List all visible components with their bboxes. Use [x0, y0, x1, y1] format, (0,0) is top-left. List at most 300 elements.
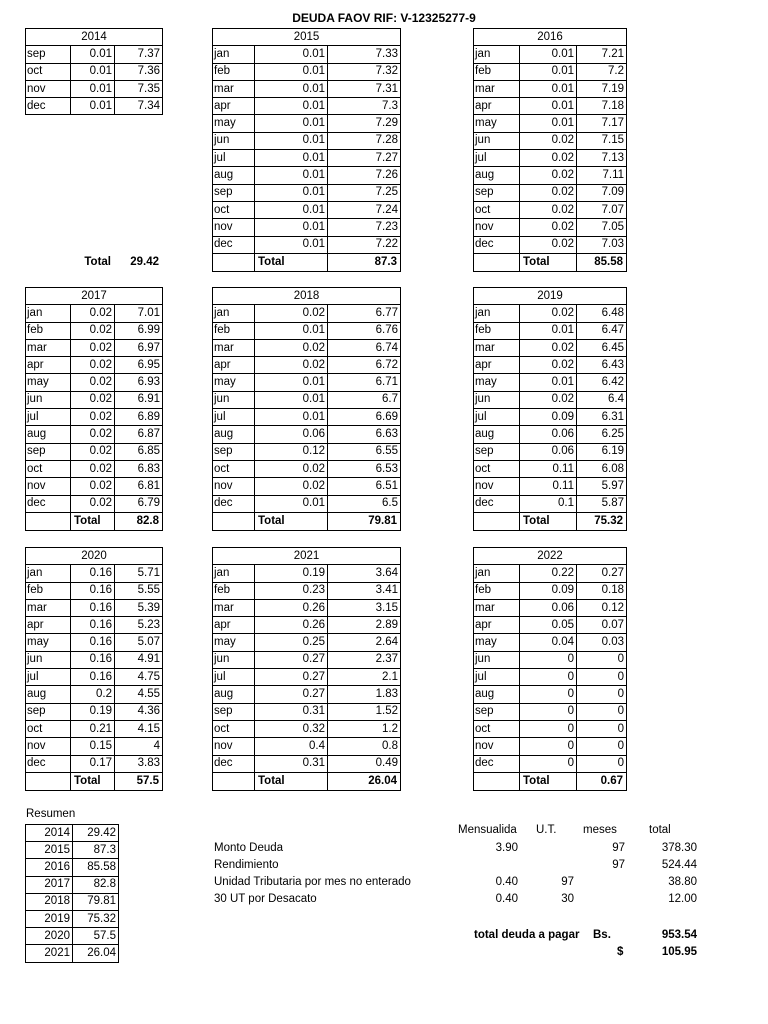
month-cell: nov: [474, 478, 520, 495]
monthly-amount-cell: 0.02: [71, 409, 115, 426]
balance-cell: 7.23: [328, 219, 401, 236]
balance-cell: 6.91: [115, 391, 163, 408]
monthly-amount-cell: 0.1: [520, 495, 577, 512]
balance-cell: 0.27: [577, 565, 627, 582]
month-cell: feb: [474, 63, 520, 80]
table-row: [213, 651, 401, 668]
monthly-amount-cell: 0.16: [71, 651, 115, 668]
balance-cell: 7.01: [115, 305, 163, 322]
balance-cell: 7.11: [577, 167, 627, 184]
month-cell: may: [26, 634, 71, 651]
table-row: [213, 460, 401, 477]
total-row: [473, 254, 627, 272]
resumen-year: 2021: [26, 945, 73, 962]
month-cell: may: [474, 374, 520, 391]
table-row: [26, 426, 163, 443]
table-row: [474, 634, 627, 651]
total-value: 87.3: [328, 254, 401, 272]
month-cell: feb: [213, 322, 255, 339]
month-cell: mar: [213, 599, 255, 616]
balance-cell: 3.64: [328, 565, 401, 582]
total-usd-value: 105.95: [661, 946, 697, 958]
year-header: 2018: [213, 288, 401, 305]
calc-row-mensualidad: 0.40: [495, 893, 518, 905]
monthly-amount-cell: 0.06: [520, 443, 577, 460]
year-table-2019: [473, 287, 627, 527]
balance-cell: 0: [577, 651, 627, 668]
balance-cell: 6.76: [328, 322, 401, 339]
total-row: [473, 773, 627, 791]
table-row: [213, 150, 401, 167]
balance-cell: 6.89: [115, 409, 163, 426]
month-cell: may: [26, 374, 71, 391]
monthly-amount-cell: 0.01: [255, 63, 328, 80]
table-row: [213, 686, 401, 703]
table-row: [213, 391, 401, 408]
table-row: [213, 703, 401, 720]
monthly-amount-cell: 0.02: [255, 460, 328, 477]
monthly-amount-cell: 0.06: [520, 599, 577, 616]
monthly-amount-cell: 0.11: [520, 460, 577, 477]
table-row: [474, 80, 627, 97]
month-cell: aug: [474, 686, 520, 703]
table-row: [26, 565, 163, 582]
month-cell: dec: [474, 755, 520, 772]
month-cell: nov: [474, 738, 520, 755]
resumen-year: 2014: [26, 825, 73, 842]
table-row: [474, 236, 627, 253]
monthly-amount-cell: 0.01: [255, 80, 328, 97]
month-cell: jan: [474, 305, 520, 322]
month-cell: jul: [213, 669, 255, 686]
monthly-amount-cell: 0.02: [520, 150, 577, 167]
month-cell: jun: [474, 391, 520, 408]
monthly-amount-cell: 0.02: [71, 478, 115, 495]
table-row: [26, 391, 163, 408]
resumen-row: [26, 859, 119, 876]
resumen-total: 26.04: [73, 945, 119, 962]
monthly-amount-cell: 0.09: [520, 409, 577, 426]
month-cell: feb: [213, 63, 255, 80]
monthly-amount-cell: 0: [520, 755, 577, 772]
monthly-amount-cell: 0.01: [255, 46, 328, 63]
monthly-amount-cell: 0.02: [71, 495, 115, 512]
table-row: [474, 720, 627, 737]
resumen-total: 87.3: [73, 842, 119, 859]
month-cell: oct: [26, 460, 71, 477]
table-row: [26, 80, 163, 97]
month-cell: oct: [213, 460, 255, 477]
total-label: Total: [71, 513, 115, 531]
monthly-amount-cell: 0.01: [520, 98, 577, 115]
monthly-amount-cell: 0.06: [520, 426, 577, 443]
table-row: [26, 339, 163, 356]
month-cell: oct: [474, 201, 520, 218]
year-header: 2015: [213, 29, 401, 46]
year-table-2018: [212, 287, 401, 527]
table-row: [26, 599, 163, 616]
monthly-amount-cell: 0.27: [255, 669, 328, 686]
table-row: [474, 686, 627, 703]
total-value: 75.32: [577, 513, 627, 531]
month-cell: may: [474, 634, 520, 651]
balance-cell: 7.37: [115, 46, 163, 63]
monthly-amount-cell: 0.02: [71, 443, 115, 460]
monthly-amount-cell: 0.02: [520, 357, 577, 374]
total-label: Total: [255, 254, 328, 272]
monthly-amount-cell: 0.02: [520, 201, 577, 218]
table-row: [213, 63, 401, 80]
month-cell: mar: [474, 80, 520, 97]
balance-cell: 7.18: [577, 98, 627, 115]
balance-cell: 6.31: [577, 409, 627, 426]
header-meses: meses: [583, 824, 617, 836]
table-row: [474, 443, 627, 460]
monthly-amount-cell: 0.19: [255, 565, 328, 582]
balance-cell: 7.33: [328, 46, 401, 63]
monthly-amount-cell: 0: [520, 738, 577, 755]
balance-cell: 0.07: [577, 617, 627, 634]
month-cell: may: [213, 634, 255, 651]
month-cell: dec: [213, 755, 255, 772]
balance-cell: 7.07: [577, 201, 627, 218]
monthly-amount-cell: 0.09: [520, 582, 577, 599]
table-row: [26, 305, 163, 322]
table-row: [26, 443, 163, 460]
month-cell: aug: [26, 686, 71, 703]
balance-cell: 7.17: [577, 115, 627, 132]
monthly-amount-cell: 0.01: [255, 495, 328, 512]
balance-cell: 7.27: [328, 150, 401, 167]
month-cell: feb: [213, 582, 255, 599]
table-row: [213, 236, 401, 253]
balance-cell: 6.4: [577, 391, 627, 408]
resumen-total: 85.58: [73, 859, 119, 876]
monthly-amount-cell: 0.01: [255, 150, 328, 167]
monthly-amount-cell: 0.15: [71, 738, 115, 755]
balance-cell: 7.03: [577, 236, 627, 253]
table-row: [213, 80, 401, 97]
table-row: [26, 98, 163, 115]
balance-cell: 1.52: [328, 703, 401, 720]
table-row: [213, 599, 401, 616]
balance-cell: 6.08: [577, 460, 627, 477]
monthly-amount-cell: 0.05: [520, 617, 577, 634]
table-row: [474, 426, 627, 443]
month-cell: oct: [26, 720, 71, 737]
table-row: [213, 374, 401, 391]
total-row: [25, 254, 162, 271]
balance-cell: 1.2: [328, 720, 401, 737]
monthly-amount-cell: 0.02: [520, 236, 577, 253]
table-row: [26, 720, 163, 737]
table-row: [213, 582, 401, 599]
currency-usd: $: [617, 946, 624, 958]
table-row: [213, 132, 401, 149]
balance-cell: 7.26: [328, 167, 401, 184]
month-cell: jul: [474, 409, 520, 426]
month-cell: aug: [213, 686, 255, 703]
monthly-amount-cell: 0.01: [520, 80, 577, 97]
month-cell: apr: [474, 617, 520, 634]
total-row: [473, 513, 627, 531]
month-cell: may: [474, 115, 520, 132]
table-row: [213, 634, 401, 651]
monthly-amount-cell: 0.02: [520, 339, 577, 356]
table-row: [474, 599, 627, 616]
table-row: [213, 565, 401, 582]
month-cell: jul: [213, 150, 255, 167]
month-cell: nov: [26, 738, 71, 755]
month-cell: jul: [26, 669, 71, 686]
resumen-row: [26, 842, 119, 859]
table-row: [213, 46, 401, 63]
balance-cell: 4.91: [115, 651, 163, 668]
balance-cell: 4.36: [115, 703, 163, 720]
resumen-year: 2016: [26, 859, 73, 876]
monthly-amount-cell: 0.02: [71, 339, 115, 356]
monthly-amount-cell: 0.4: [255, 738, 328, 755]
table-row: [213, 617, 401, 634]
table-row: [474, 565, 627, 582]
balance-cell: 4.15: [115, 720, 163, 737]
month-cell: jun: [474, 651, 520, 668]
monthly-amount-cell: 0.16: [71, 599, 115, 616]
month-cell: apr: [213, 357, 255, 374]
month-cell: dec: [213, 236, 255, 253]
monthly-amount-cell: 0.12: [255, 443, 328, 460]
month-cell: jan: [213, 565, 255, 582]
monthly-amount-cell: 0.27: [255, 651, 328, 668]
resumen-total: 29.42: [73, 825, 119, 842]
table-row: [213, 426, 401, 443]
balance-cell: 3.15: [328, 599, 401, 616]
total-label: Total: [520, 773, 577, 791]
balance-cell: 0: [577, 720, 627, 737]
month-cell: mar: [26, 599, 71, 616]
table-row: [213, 219, 401, 236]
year-table-2014: [25, 28, 163, 268]
balance-cell: 6.72: [328, 357, 401, 374]
table-row: [474, 132, 627, 149]
monthly-amount-cell: 0.26: [255, 617, 328, 634]
balance-cell: 2.64: [328, 634, 401, 651]
resumen-total: 82.8: [73, 876, 119, 893]
month-cell: jun: [213, 651, 255, 668]
month-cell: may: [213, 115, 255, 132]
month-cell: aug: [213, 426, 255, 443]
month-cell: dec: [213, 495, 255, 512]
monthly-amount-cell: 0.01: [71, 63, 115, 80]
month-cell: apr: [26, 617, 71, 634]
monthly-amount-cell: 0.31: [255, 703, 328, 720]
calc-row-label: Rendimiento: [214, 859, 279, 871]
month-cell: oct: [474, 720, 520, 737]
balance-cell: 6.43: [577, 357, 627, 374]
monthly-amount-cell: 0.01: [71, 98, 115, 115]
total-value: 57.5: [115, 773, 163, 791]
total-label: Total: [520, 254, 577, 272]
resumen-year: 2015: [26, 842, 73, 859]
resumen-row: [26, 876, 119, 893]
balance-cell: 6.77: [328, 305, 401, 322]
monthly-amount-cell: 0: [520, 669, 577, 686]
table-row: [26, 617, 163, 634]
year-header: 2019: [474, 288, 627, 305]
monthly-amount-cell: 0.01: [71, 80, 115, 97]
calc-row-label: Unidad Tributaria por mes no enterado: [214, 876, 411, 888]
resumen-year: 2020: [26, 928, 73, 945]
month-cell: jun: [213, 132, 255, 149]
table-row: [213, 339, 401, 356]
balance-cell: 5.55: [115, 582, 163, 599]
resumen-year: 2018: [26, 893, 73, 910]
monthly-amount-cell: 0: [520, 703, 577, 720]
monthly-amount-cell: 0.01: [255, 167, 328, 184]
year-table-2017: [25, 287, 163, 527]
total-row: [25, 513, 163, 531]
month-cell: sep: [26, 703, 71, 720]
month-cell: jul: [474, 669, 520, 686]
month-cell: jun: [213, 391, 255, 408]
balance-cell: 6.55: [328, 443, 401, 460]
year-header: 2021: [213, 548, 401, 565]
balance-cell: 7.05: [577, 219, 627, 236]
month-cell: nov: [26, 80, 71, 97]
monthly-amount-cell: 0.01: [255, 115, 328, 132]
monthly-amount-cell: 0.02: [520, 184, 577, 201]
total-label: Total: [255, 513, 328, 531]
month-cell: oct: [474, 460, 520, 477]
balance-cell: 7.34: [115, 98, 163, 115]
balance-cell: 5.87: [577, 495, 627, 512]
monthly-amount-cell: 0.19: [71, 703, 115, 720]
month-cell: oct: [213, 201, 255, 218]
month-cell: apr: [474, 98, 520, 115]
table-row: [26, 478, 163, 495]
monthly-amount-cell: 0.16: [71, 565, 115, 582]
monthly-amount-cell: 0.02: [520, 167, 577, 184]
monthly-amount-cell: 0.32: [255, 720, 328, 737]
monthly-amount-cell: 0.22: [520, 565, 577, 582]
balance-cell: 3.83: [115, 755, 163, 772]
month-cell: jan: [26, 565, 71, 582]
monthly-amount-cell: 0.02: [520, 132, 577, 149]
balance-cell: 6.69: [328, 409, 401, 426]
monthly-amount-cell: 0.2: [71, 686, 115, 703]
monthly-amount-cell: 0.02: [255, 339, 328, 356]
balance-cell: 0.12: [577, 599, 627, 616]
monthly-amount-cell: 0.02: [71, 322, 115, 339]
month-cell: feb: [26, 582, 71, 599]
table-row: [474, 738, 627, 755]
month-cell: mar: [213, 339, 255, 356]
month-cell: apr: [213, 98, 255, 115]
total-row: [212, 513, 401, 531]
balance-cell: 6.97: [115, 339, 163, 356]
month-cell: sep: [213, 703, 255, 720]
monthly-amount-cell: 0.01: [255, 98, 328, 115]
month-cell: oct: [213, 720, 255, 737]
monthly-amount-cell: 0.21: [71, 720, 115, 737]
month-cell: mar: [26, 339, 71, 356]
month-cell: aug: [26, 426, 71, 443]
table-row: [474, 63, 627, 80]
balance-cell: 7.2: [577, 63, 627, 80]
table-row: [474, 219, 627, 236]
month-cell: sep: [474, 184, 520, 201]
monthly-amount-cell: 0.16: [71, 669, 115, 686]
month-cell: sep: [474, 703, 520, 720]
monthly-amount-cell: 0.01: [255, 184, 328, 201]
table-row: [474, 582, 627, 599]
month-cell: sep: [26, 46, 71, 63]
total-row: [25, 773, 163, 791]
monthly-amount-cell: 0.02: [71, 460, 115, 477]
month-cell: jul: [26, 409, 71, 426]
table-row: [474, 357, 627, 374]
year-table-2020: [25, 547, 163, 787]
balance-cell: 7.24: [328, 201, 401, 218]
table-row: [213, 755, 401, 772]
month-cell: feb: [474, 582, 520, 599]
table-row: [26, 738, 163, 755]
resumen-row: [26, 825, 119, 842]
balance-cell: 0: [577, 669, 627, 686]
table-row: [213, 443, 401, 460]
balance-cell: 4: [115, 738, 163, 755]
monthly-amount-cell: 0.02: [520, 305, 577, 322]
balance-cell: 4.55: [115, 686, 163, 703]
month-cell: apr: [213, 617, 255, 634]
monthly-amount-cell: 0.01: [255, 236, 328, 253]
table-row: [474, 184, 627, 201]
table-row: [26, 686, 163, 703]
monthly-amount-cell: 0: [520, 720, 577, 737]
month-cell: jan: [26, 305, 71, 322]
balance-cell: 6.51: [328, 478, 401, 495]
month-cell: feb: [26, 322, 71, 339]
resumen-total: 79.81: [73, 893, 119, 910]
calc-row-mensualidad: 3.90: [495, 842, 518, 854]
table-row: [26, 495, 163, 512]
balance-cell: 6.53: [328, 460, 401, 477]
table-row: [213, 409, 401, 426]
monthly-amount-cell: 0.02: [255, 357, 328, 374]
resumen-total: 57.5: [73, 928, 119, 945]
calc-row-ut: 30: [561, 893, 574, 905]
year-header: 2016: [474, 29, 627, 46]
calc-row-mensualidad: 0.40: [495, 876, 518, 888]
table-row: [474, 495, 627, 512]
balance-cell: 0: [577, 738, 627, 755]
balance-cell: 7.19: [577, 80, 627, 97]
balance-cell: 7.09: [577, 184, 627, 201]
total-value: 79.81: [328, 513, 401, 531]
total-label: Total: [520, 513, 577, 531]
year-header: 2017: [26, 288, 163, 305]
year-table-2022: [473, 547, 627, 787]
balance-cell: 7.15: [577, 132, 627, 149]
year-table-2021: [212, 547, 401, 787]
table-row: [26, 409, 163, 426]
table-row: [26, 703, 163, 720]
balance-cell: 6.93: [115, 374, 163, 391]
table-row: [213, 305, 401, 322]
month-cell: dec: [474, 236, 520, 253]
year-table-2016: [473, 28, 627, 268]
month-cell: sep: [26, 443, 71, 460]
